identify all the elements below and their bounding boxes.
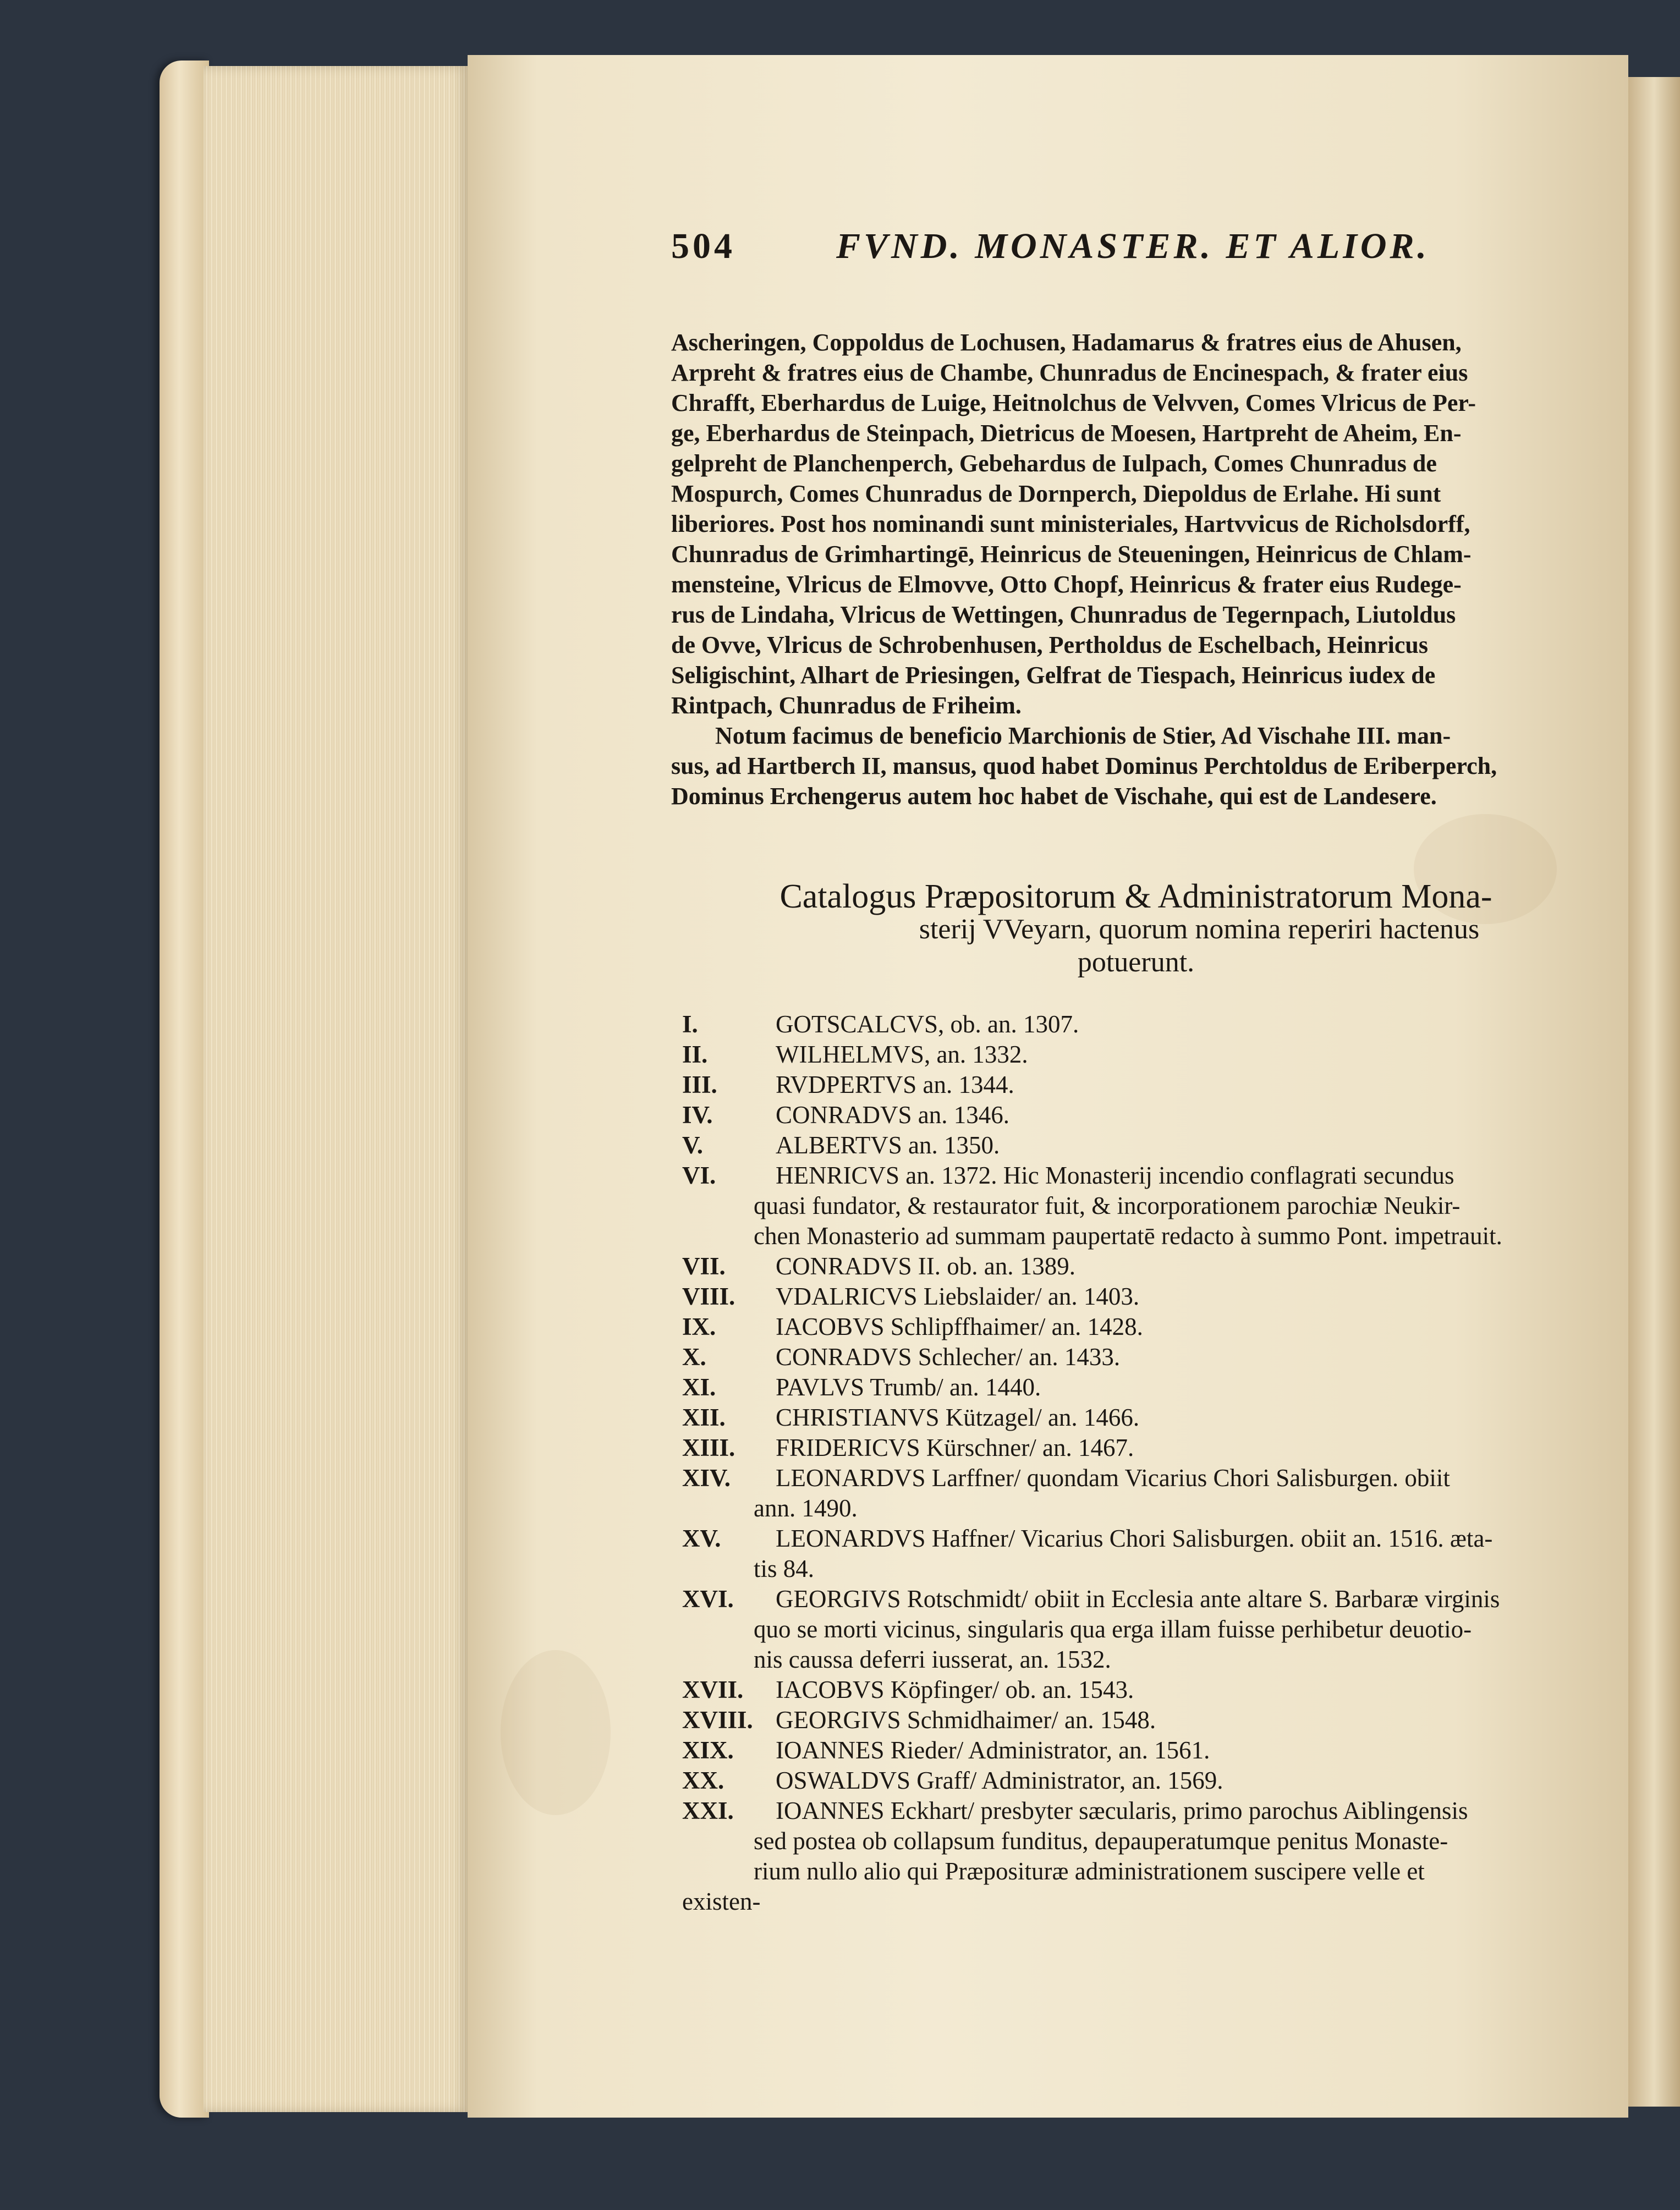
entry-text: RVDPERTVS an. 1344. <box>776 1071 1014 1098</box>
entry-text: quo se morti vicinus, singularis qua erga illam fuisse perhibetur deuotio- <box>754 1615 1472 1643</box>
entry-text: HENRICVS an. 1372. Hic Monasterij incendio conflagrati secundus <box>776 1162 1454 1189</box>
catalog-entry <box>682 1796 1601 1887</box>
entry-text: sed postea ob collapsum funditus, depauperatumque penitus Monaste- <box>754 1827 1448 1855</box>
text-line: mensteine, Vlricus de Elmovve, Otto Chopf, Heinricus & frater eius Rudege- <box>671 571 1462 598</box>
entry-text: tis 84. <box>754 1555 815 1582</box>
entry-text: CONRADVS an. 1346. <box>776 1101 1010 1129</box>
entry-number: VII. <box>682 1252 726 1280</box>
text-line: sus, ad Hartberch II, mansus, quod habet Dominus Perchtoldus de Eriberperch, <box>671 752 1497 779</box>
running-title: FVND. MONASTER. ET ALIOR. <box>836 226 1430 266</box>
entry-number: IX. <box>682 1313 716 1340</box>
entry-text: CONRADVS II. ob. an. 1389. <box>776 1252 1075 1280</box>
text-line: gelpreht de Planchenperch, Gebehardus de Iulpach, Comes Chunradus de <box>671 450 1437 477</box>
text-line: Chrafft, Eberhardus de Luige, Heitnolchus de Velvven, Comes Vlricus de Per- <box>671 389 1476 416</box>
catalog-entry <box>682 1161 1601 1251</box>
catalog-entry <box>682 1403 1601 1433</box>
entry-number: XI. <box>682 1373 716 1401</box>
page-edges <box>204 66 468 2112</box>
catalog-heading <box>671 880 1601 979</box>
entry-text: CONRADVS Schlecher/ an. 1433. <box>776 1343 1121 1371</box>
catalog-heading-line: potuerunt. <box>1077 947 1195 978</box>
text-line: Dominus Erchengerus autem hoc habet de Vischahe, qui est de Landesere. <box>671 783 1437 810</box>
catalog-entry <box>682 1524 1601 1584</box>
catalog-heading-line: Catalogus Præpositorum & Administratorum Mona- <box>779 878 1492 915</box>
facing-page-edge <box>1628 77 1680 2107</box>
entry-number: XVII. <box>682 1676 744 1703</box>
entry-number: XVIII. <box>682 1706 753 1734</box>
entry-text: IACOBVS Köpfinger/ ob. an. 1543. <box>776 1676 1134 1703</box>
entry-number: XV. <box>682 1525 721 1552</box>
catalog-entry <box>682 1070 1601 1100</box>
entry-number: X. <box>682 1343 706 1371</box>
catalog-entry <box>682 1463 1601 1524</box>
paper-stain <box>501 1650 611 1815</box>
entry-number: XIII. <box>682 1434 735 1461</box>
catchword: existen- <box>682 1888 761 1915</box>
text-line: de Ovve, Vlricus de Schrobenhusen, Pertholdus de Eschelbach, Heinricus <box>671 631 1428 658</box>
entry-number: XX. <box>682 1767 724 1794</box>
entry-number: XVI. <box>682 1585 734 1613</box>
text-line: Arpreht & fratres eius de Chambe, Chunradus de Encinespach, & frater eius <box>671 359 1468 386</box>
catalog-entry <box>682 1100 1601 1130</box>
catalog-entry <box>682 1584 1601 1675</box>
catalog-entry <box>682 1342 1601 1372</box>
entry-number: VIII. <box>682 1283 735 1310</box>
catalog-entry <box>682 1735 1601 1766</box>
catalog-entry <box>682 1040 1601 1070</box>
entry-text: IOANNES Rieder/ Administrator, an. 1561. <box>776 1736 1210 1764</box>
entry-text: FRIDERICVS Kürschner/ an. 1467. <box>776 1434 1134 1461</box>
entry-text: GOTSCALCVS, ob. an. 1307. <box>776 1010 1079 1038</box>
entry-number: VI. <box>682 1162 716 1189</box>
entry-text: WILHELMVS, an. 1332. <box>776 1041 1028 1068</box>
entry-text: LEONARDVS Larffner/ quondam Vicarius Chori Salisburgen. obiit <box>776 1464 1450 1492</box>
entry-number: III. <box>682 1071 717 1098</box>
entry-text: IACOBVS Schlipffhaimer/ an. 1428. <box>776 1313 1143 1340</box>
body-text <box>671 327 1601 811</box>
entry-number: XIX. <box>682 1736 734 1764</box>
catalog-entry <box>682 1766 1601 1796</box>
entry-text: IOANNES Eckhart/ presbyter sæcularis, primo parochus Aiblingensis <box>776 1797 1468 1824</box>
catalog-entry <box>682 1433 1601 1463</box>
entry-text: nis caussa deferri iusserat, an. 1532. <box>754 1646 1111 1673</box>
text-line: Ascheringen, Coppoldus de Lochusen, Hadamarus & fratres eius de Ahusen, <box>671 329 1462 356</box>
text-line: rus de Lindaha, Vlricus de Wettingen, Chunradus de Tegernpach, Liutoldus <box>671 601 1456 628</box>
entry-text: GEORGIVS Schmidhaimer/ an. 1548. <box>776 1706 1156 1734</box>
entry-text: quasi fundator, & restaurator fuit, & incorporationem parochiæ Neukir- <box>754 1192 1461 1219</box>
entry-text: CHRISTIANVS Kützagel/ an. 1466. <box>776 1404 1140 1431</box>
entry-text: OSWALDVS Graff/ Administrator, an. 1569. <box>776 1767 1223 1794</box>
entry-number: XII. <box>682 1404 726 1431</box>
page <box>468 55 1628 2118</box>
running-header <box>671 226 1606 275</box>
entry-text: LEONARDVS Haffner/ Vicarius Chori Salisburgen. obiit an. 1516. æta- <box>776 1525 1493 1552</box>
text-line: Seligischint, Alhart de Priesingen, Gelfrat de Tiespach, Heinricus iudex de <box>671 662 1436 689</box>
text-line: Rintpach, Chunradus de Friheim. <box>671 692 1022 719</box>
entry-text: ALBERTVS an. 1350. <box>776 1131 1000 1159</box>
entry-number: XIV. <box>682 1464 731 1492</box>
catalog-entry <box>682 1009 1601 1040</box>
text-line: Mospurch, Comes Chunradus de Dornperch, Diepoldus de Erlahe. Hi sunt <box>671 480 1441 507</box>
catalog-entry <box>682 1312 1601 1342</box>
catalog-heading-line: sterij VVeyarn, quorum nomina reperiri hactenus <box>919 914 1480 945</box>
catalog-list <box>682 1009 1601 1917</box>
catalog-entry <box>682 1130 1601 1161</box>
entry-text: chen Monasterio ad summam paupertatē redacto à summo Pont. impetrauit. <box>754 1222 1502 1250</box>
entry-number: II. <box>682 1041 708 1068</box>
page-number: 504 <box>671 226 735 266</box>
catalog-entry <box>682 1282 1601 1312</box>
catalog-entry <box>682 1372 1601 1403</box>
entry-text: ann. 1490. <box>754 1494 858 1522</box>
book-spine <box>160 61 209 2118</box>
catalog-entry <box>682 1675 1601 1705</box>
entry-number: IV. <box>682 1101 713 1129</box>
text-line: Chunradus de Grimhartingē, Heinricus de Steueningen, Heinricus de Chlam- <box>671 541 1472 568</box>
text-line: Notum facimus de beneficio Marchionis de Stier, Ad Vischahe III. man- <box>715 722 1451 749</box>
catalog-entry <box>682 1705 1601 1735</box>
entry-number: V. <box>682 1131 703 1159</box>
entry-number: XXI. <box>682 1797 734 1824</box>
entry-text: GEORGIVS Rotschmidt/ obiit in Ecclesia ante altare S. Barbaræ virginis <box>776 1585 1500 1613</box>
text-line: liberiores. Post hos nominandi sunt ministeriales, Hartvvicus de Richolsdorff, <box>671 510 1470 537</box>
entry-number: I. <box>682 1010 698 1038</box>
text-line: ge, Eberhardus de Steinpach, Dietricus de Moesen, Hartpreht de Aheim, En- <box>671 420 1462 447</box>
entry-text: PAVLVS Trumb/ an. 1440. <box>776 1373 1041 1401</box>
entry-text: rium nullo alio qui Præposituræ administrationem suscipere velle et <box>754 1857 1425 1885</box>
entry-text: VDALRICVS Liebslaider/ an. 1403. <box>776 1283 1140 1310</box>
catalog-entry <box>682 1251 1601 1282</box>
